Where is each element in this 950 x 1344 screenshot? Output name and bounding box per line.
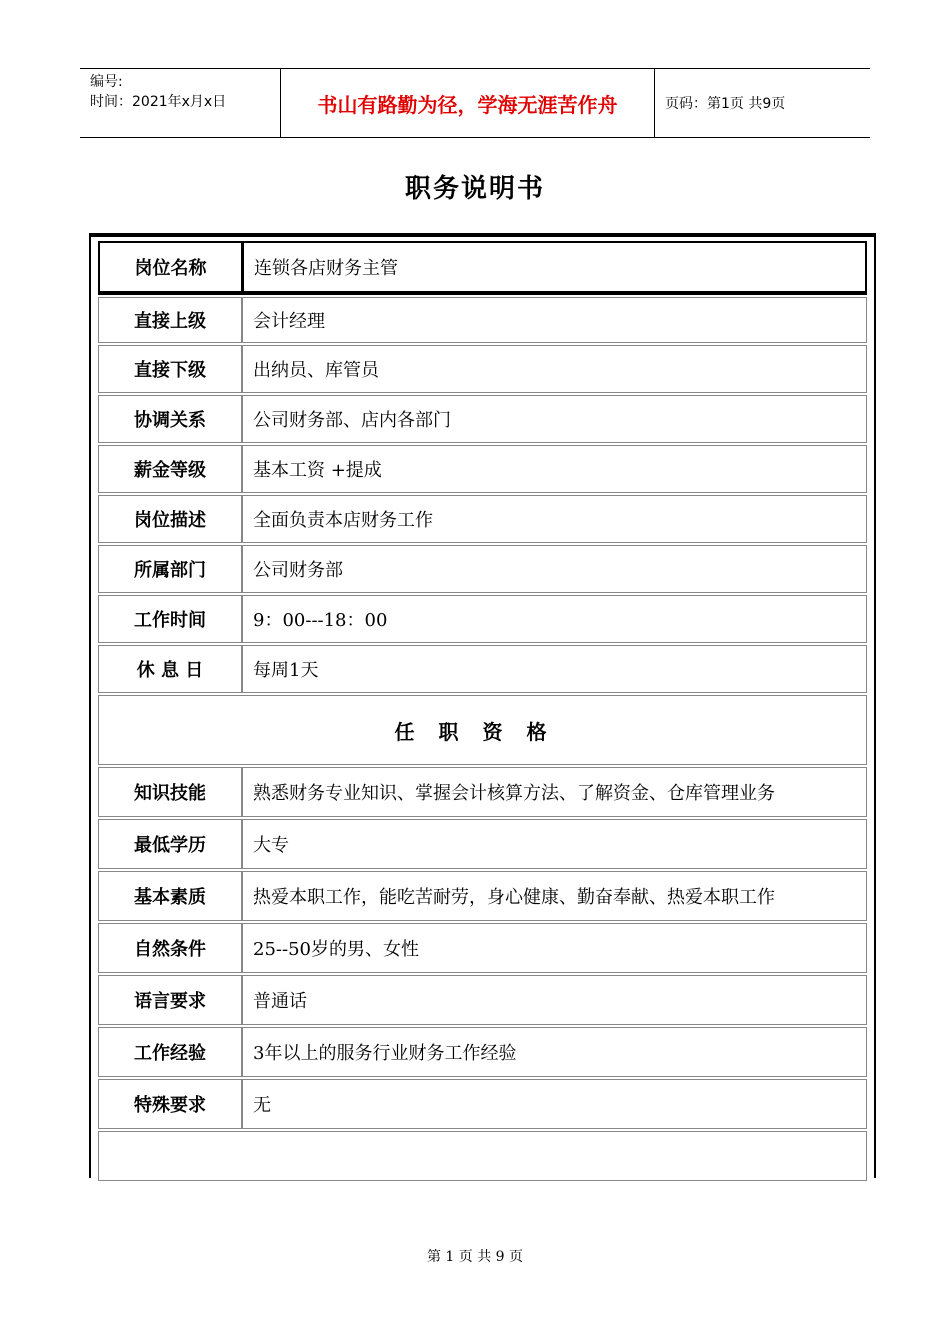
row-label: 基本素质: [99, 872, 243, 920]
table-row: [98, 819, 867, 869]
table-row: [98, 1079, 867, 1129]
row-value: 全面负责本店财务工作: [253, 510, 433, 531]
row-label: 休 息 日: [99, 646, 243, 692]
page-footer: 第 1 页 共 9 页: [426, 1249, 524, 1265]
header-motto: 书山有路勤为径，学海无涯苦作舟: [281, 69, 655, 137]
row-label: 最低学历: [99, 820, 243, 868]
table-row: [98, 923, 867, 973]
row-label: 工作时间: [99, 596, 243, 642]
row-label: 所属部门: [99, 546, 243, 592]
row-value: 连锁各店财务主管: [254, 258, 398, 279]
row-label: 语言要求: [99, 976, 243, 1024]
section-heading: 任职资格: [98, 695, 867, 765]
row-value: 3年以上的服务行业财务工作经验: [253, 1043, 517, 1064]
job-description-table: [89, 233, 876, 1178]
row-value: 公司财务部、店内各部门: [253, 410, 451, 431]
row-label: 特殊要求: [99, 1080, 243, 1128]
row-value: 公司财务部: [253, 560, 343, 581]
table-row: [98, 241, 867, 295]
row-value: 会计经理: [253, 311, 325, 332]
row-label: 协调关系: [99, 396, 243, 442]
table-row: [98, 345, 867, 393]
table-row: [98, 495, 867, 543]
row-value: 每周1天: [253, 660, 319, 681]
row-value: 无: [253, 1095, 271, 1116]
row-label: 自然条件: [99, 924, 243, 972]
row-label: 岗位描述: [99, 496, 243, 542]
document-header: [80, 68, 870, 138]
table-row: [98, 1027, 867, 1077]
table-row: [98, 871, 867, 921]
row-value: 大专: [253, 835, 289, 856]
empty-row: [98, 1131, 867, 1181]
table-row: [98, 445, 867, 493]
number-label: 编号:: [90, 74, 123, 90]
document-title: 职务说明书: [404, 174, 545, 204]
table-row: [98, 395, 867, 443]
row-label: 直接上级: [99, 298, 243, 342]
row-value: 9：00---18：00: [253, 610, 388, 631]
table-row: [98, 595, 867, 643]
row-label: 直接下级: [99, 346, 243, 392]
row-label: 岗位名称: [100, 243, 244, 291]
table-row: [98, 645, 867, 693]
row-value: 熟悉财务专业知识、掌握会计核算方法、了解资金、仓库管理业务: [253, 783, 775, 804]
table-row: [98, 767, 867, 817]
row-label: 薪金等级: [99, 446, 243, 492]
row-value: 25--50岁的男、女性: [253, 939, 419, 960]
row-label: 工作经验: [99, 1028, 243, 1076]
table-row: [98, 297, 867, 343]
row-label: 知识技能: [99, 768, 243, 816]
row-value: 普通话: [253, 991, 307, 1012]
time-label: 时间：2021年x月x日: [90, 94, 227, 110]
table-row: [98, 545, 867, 593]
row-value: 出纳员、库管员: [253, 360, 379, 381]
table-row: [98, 975, 867, 1025]
header-meta: [80, 69, 281, 137]
header-page-info: 页码：第1页 共9页: [665, 96, 786, 112]
row-value: 基本工资 +提成: [253, 460, 382, 481]
row-value: 热爱本职工作，能吃苦耐劳，身心健康、勤奋奉献、热爱本职工作: [253, 887, 775, 908]
